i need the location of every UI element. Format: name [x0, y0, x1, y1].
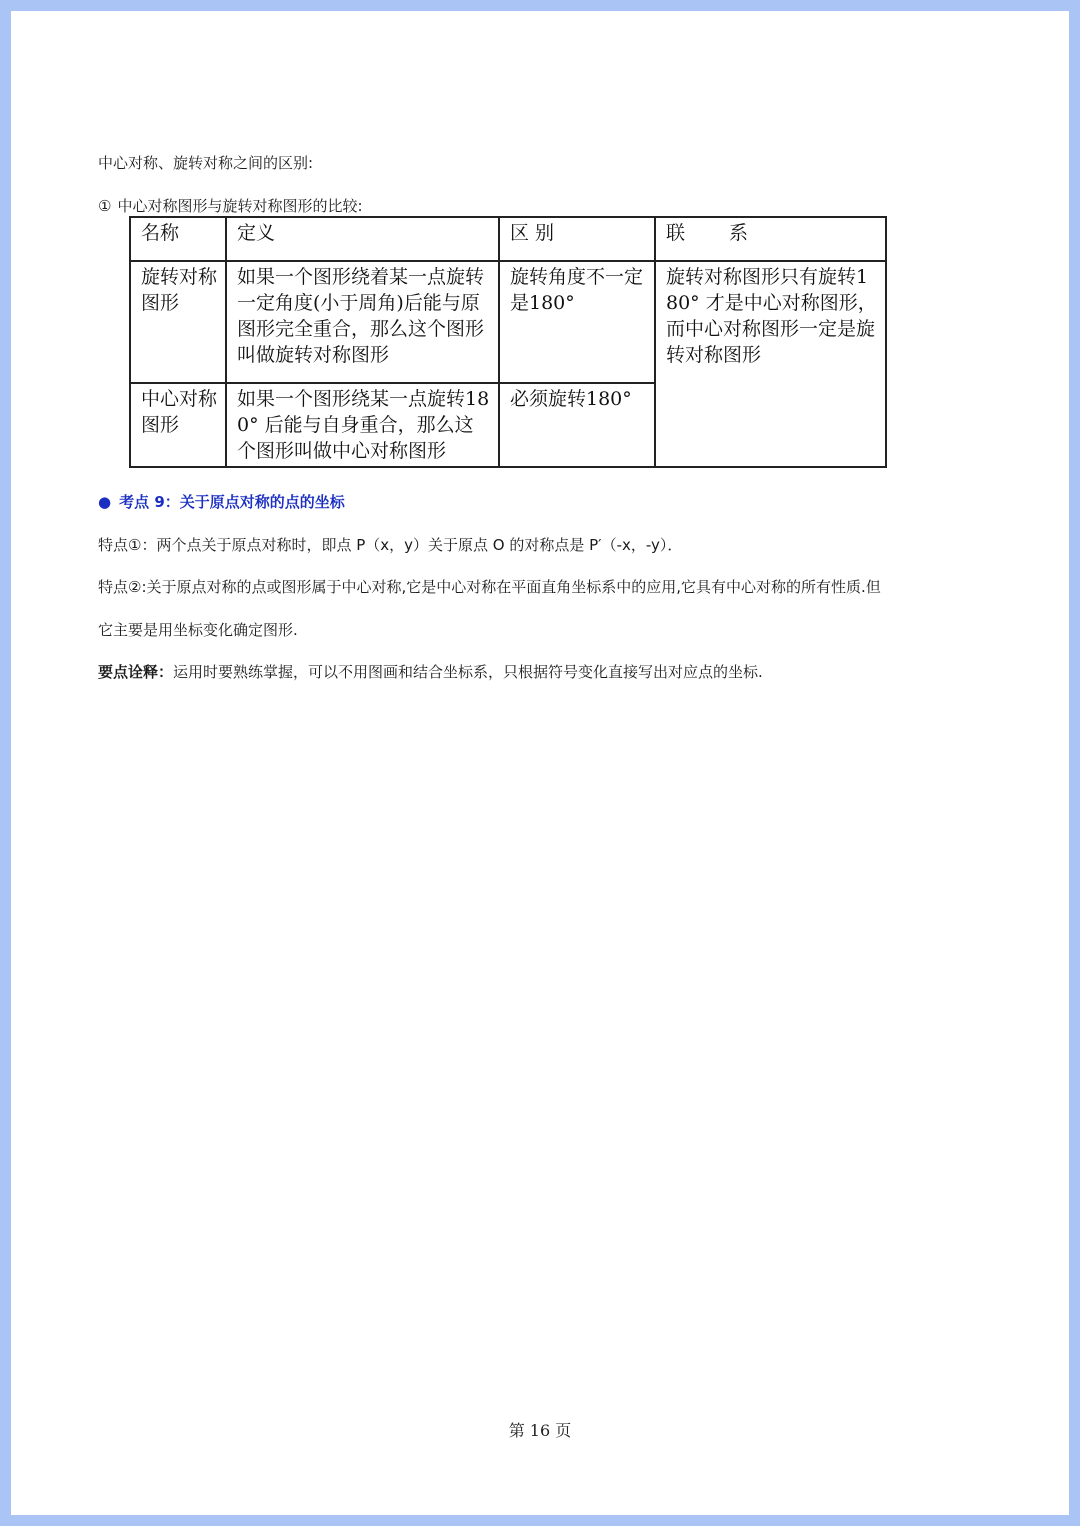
comparison-subheading [98, 196, 363, 216]
bullet-icon: ● [98, 493, 112, 511]
section-heading: 中心对称、旋转对称之间的区别: [98, 154, 314, 172]
feature-two-text-line1: 特点②:关于原点对称的点或图形属于中心对称,它是中心对称在平面直角坐标系中的应用,它具有中心对称的所有性质.但 [98, 578, 881, 596]
header-cell-definition: 定义 [226, 217, 499, 261]
header-cell-difference: 区 别 [499, 217, 655, 261]
header-cell-relation: 联 系 [655, 217, 886, 261]
feature-one-text: 特点①：两个点关于原点对称时，即点 P（x，y）关于原点 O 的对称点是 P′（-x，-y）． [98, 536, 683, 554]
table-row [130, 261, 886, 383]
page-number: 第 16 页 [508, 1421, 572, 1440]
comparison-table [129, 216, 887, 468]
key-point-heading [98, 492, 345, 512]
comparison-subheading-text: 中心对称图形与旋转对称图形的比较: [117, 197, 363, 215]
header-cell-name: 名称 [130, 217, 226, 261]
circled-number-marker: ① [98, 197, 112, 215]
cell-name: 中心对称图形 [130, 383, 226, 467]
cell-difference: 旋转角度不一定是180° [499, 261, 655, 383]
table-header-row [130, 217, 886, 261]
feature-two-text-line2: 它主要是用坐标变化确定图形. [98, 621, 298, 639]
key-point-text: 考点 9：关于原点对称的点的坐标 [119, 493, 345, 511]
document-page [11, 11, 1069, 1515]
cell-relation: 旋转对称图形只有旋转180° 才是中心对称图形，而中心对称图形一定是旋转对称图形 [655, 261, 886, 467]
key-note [98, 662, 763, 682]
key-note-label: 要点诠释： [98, 663, 174, 681]
cell-name: 旋转对称图形 [130, 261, 226, 383]
key-note-text: 运用时要熟练掌握，可以不用图画和结合坐标系，只根据符号变化直接写出对应点的坐标. [173, 663, 763, 681]
cell-difference: 必须旋转180° [499, 383, 655, 467]
cell-definition: 如果一个图形绕某一点旋转180° 后能与自身重合，那么这个图形叫做中心对称图形 [226, 383, 499, 467]
cell-definition: 如果一个图形绕着某一点旋转一定角度(小于周角)后能与原图形完全重合，那么这个图形叫做旋转对称图形 [226, 261, 499, 383]
